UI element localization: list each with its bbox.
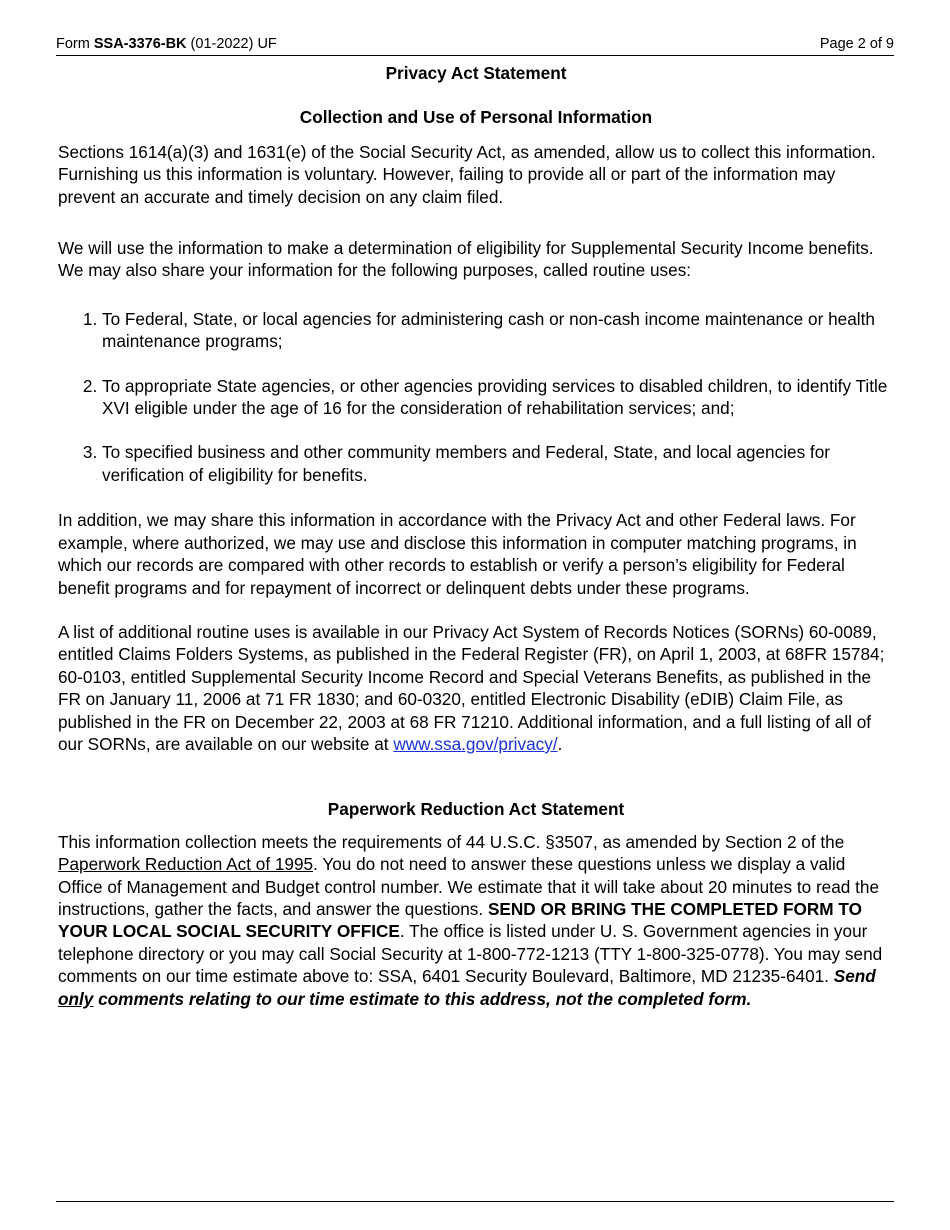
paperwork-text-2: . You do not need to answer these questions unless we display a valid Office of Management and Budget control number. We estimate that it will take about 20 minutes to read the instructions, gather the facts, and answer the questions. [58, 854, 880, 919]
form-revision: (01-2022) UF [186, 36, 277, 52]
footer-divider [56, 1201, 894, 1202]
form-number [56, 33, 277, 55]
list-item: 2. To appropriate State agencies, or other agencies providing services to disabled children, to identify Title XVI eligible under the age of 16 for the consideration of rehabilitation services; and; [102, 375, 894, 420]
sorns-text: A list of additional routine uses is available in our Privacy Act System of Records Notices (SORNs) 60-0089, entitled Claims Folders Systems, as published in the Federal Register (FR), on April 1, 2003, at 68FR 15784; 60-0103, entitled Supplemental Security Income Record and Special Veterans Benefits, as published in the FR on January 11, 2006 at 71 FR 1830; and 60-0320, entitled Electronic Disability (eDIB) Claim File, as published in the FR on December 22, 2003 at 68 FR 71210. Additional information, and a full listing of all of our SORNs, are available on our website at [58, 621, 885, 754]
collection-use-heading: Collection and Use of Personal Information [299, 107, 653, 128]
form-prefix: Form [56, 36, 94, 52]
privacy-paragraph-use: We will use the information to make a determination of eligibility for Supplemental Security Income benefits. We may also share your information for the following purposes, called routine uses: [58, 238, 874, 281]
privacy-paragraph-sharing: In addition, we may share this information in accordance with the Privacy Act and other Federal laws. For example, where authorized, we may use and disclose this information in computer matching programs, in which our records are compared with other records to establish or verify a person’s eligibility for Federal benefit programs and for repayment of incorrect or delinquent debts under these programs. [58, 510, 857, 598]
form-id: SSA-3376-BK [93, 36, 187, 52]
paperwork-paragraph [58, 831, 894, 1010]
privacy-act-heading: Privacy Act Statement [385, 63, 567, 83]
form-content [58, 62, 894, 1010]
page-header [56, 33, 894, 56]
sorns-period: . [557, 733, 563, 754]
list-item: 3. To specified business and other community members and Federal, State, and local agencies for verification of eligibility for benefits. [102, 441, 894, 486]
paperwork-act-name: Paperwork Reduction Act of 1995 [58, 854, 314, 875]
privacy-website-link[interactable]: www.ssa.gov/privacy/ [393, 733, 558, 754]
privacy-paragraph-sorns [58, 621, 894, 755]
paperwork-text-1: This information collection meets the requirements of 44 U.S.C. §3507, as amended by Section 2 of the [58, 831, 845, 852]
privacy-paragraph-authority: Sections 1614(a)(3) and 1631(e) of the Social Security Act, as amended, allow us to collect this information. Furnishing us this information is voluntary. However, failing to provide all or part of the information may prevent an accurate and timely decision on any claim filed. [58, 141, 876, 207]
comments-note-2: comments relating to our time estimate to this address, not the completed form. [93, 988, 752, 1009]
comments-note-1: Send [833, 966, 876, 987]
comments-note-only: only [58, 988, 94, 1009]
paperwork-reduction-heading: Paperwork Reduction Act Statement [327, 799, 625, 820]
page-number: Page 2 of 9 [819, 36, 894, 52]
list-item: 1. To Federal, State, or local agencies for administering cash or non-cash income maintenance or health maintenance programs; [102, 308, 894, 353]
send-form-instruction: SEND OR BRING THE COMPLETED FORM TO YOUR LOCAL SOCIAL SECURITY OFFICE [58, 898, 862, 942]
routine-uses-list [58, 308, 894, 486]
paperwork-text-3: . The office is listed under U. S. Government agencies in your telephone directory or you may call Social Security at 1-800-772-1213 (TTY 1-800-325-0778). You may send comments on our time estimate above to: SSA, 6401 Security Boulevard, Baltimore, MD 21235-6401. [58, 921, 883, 987]
